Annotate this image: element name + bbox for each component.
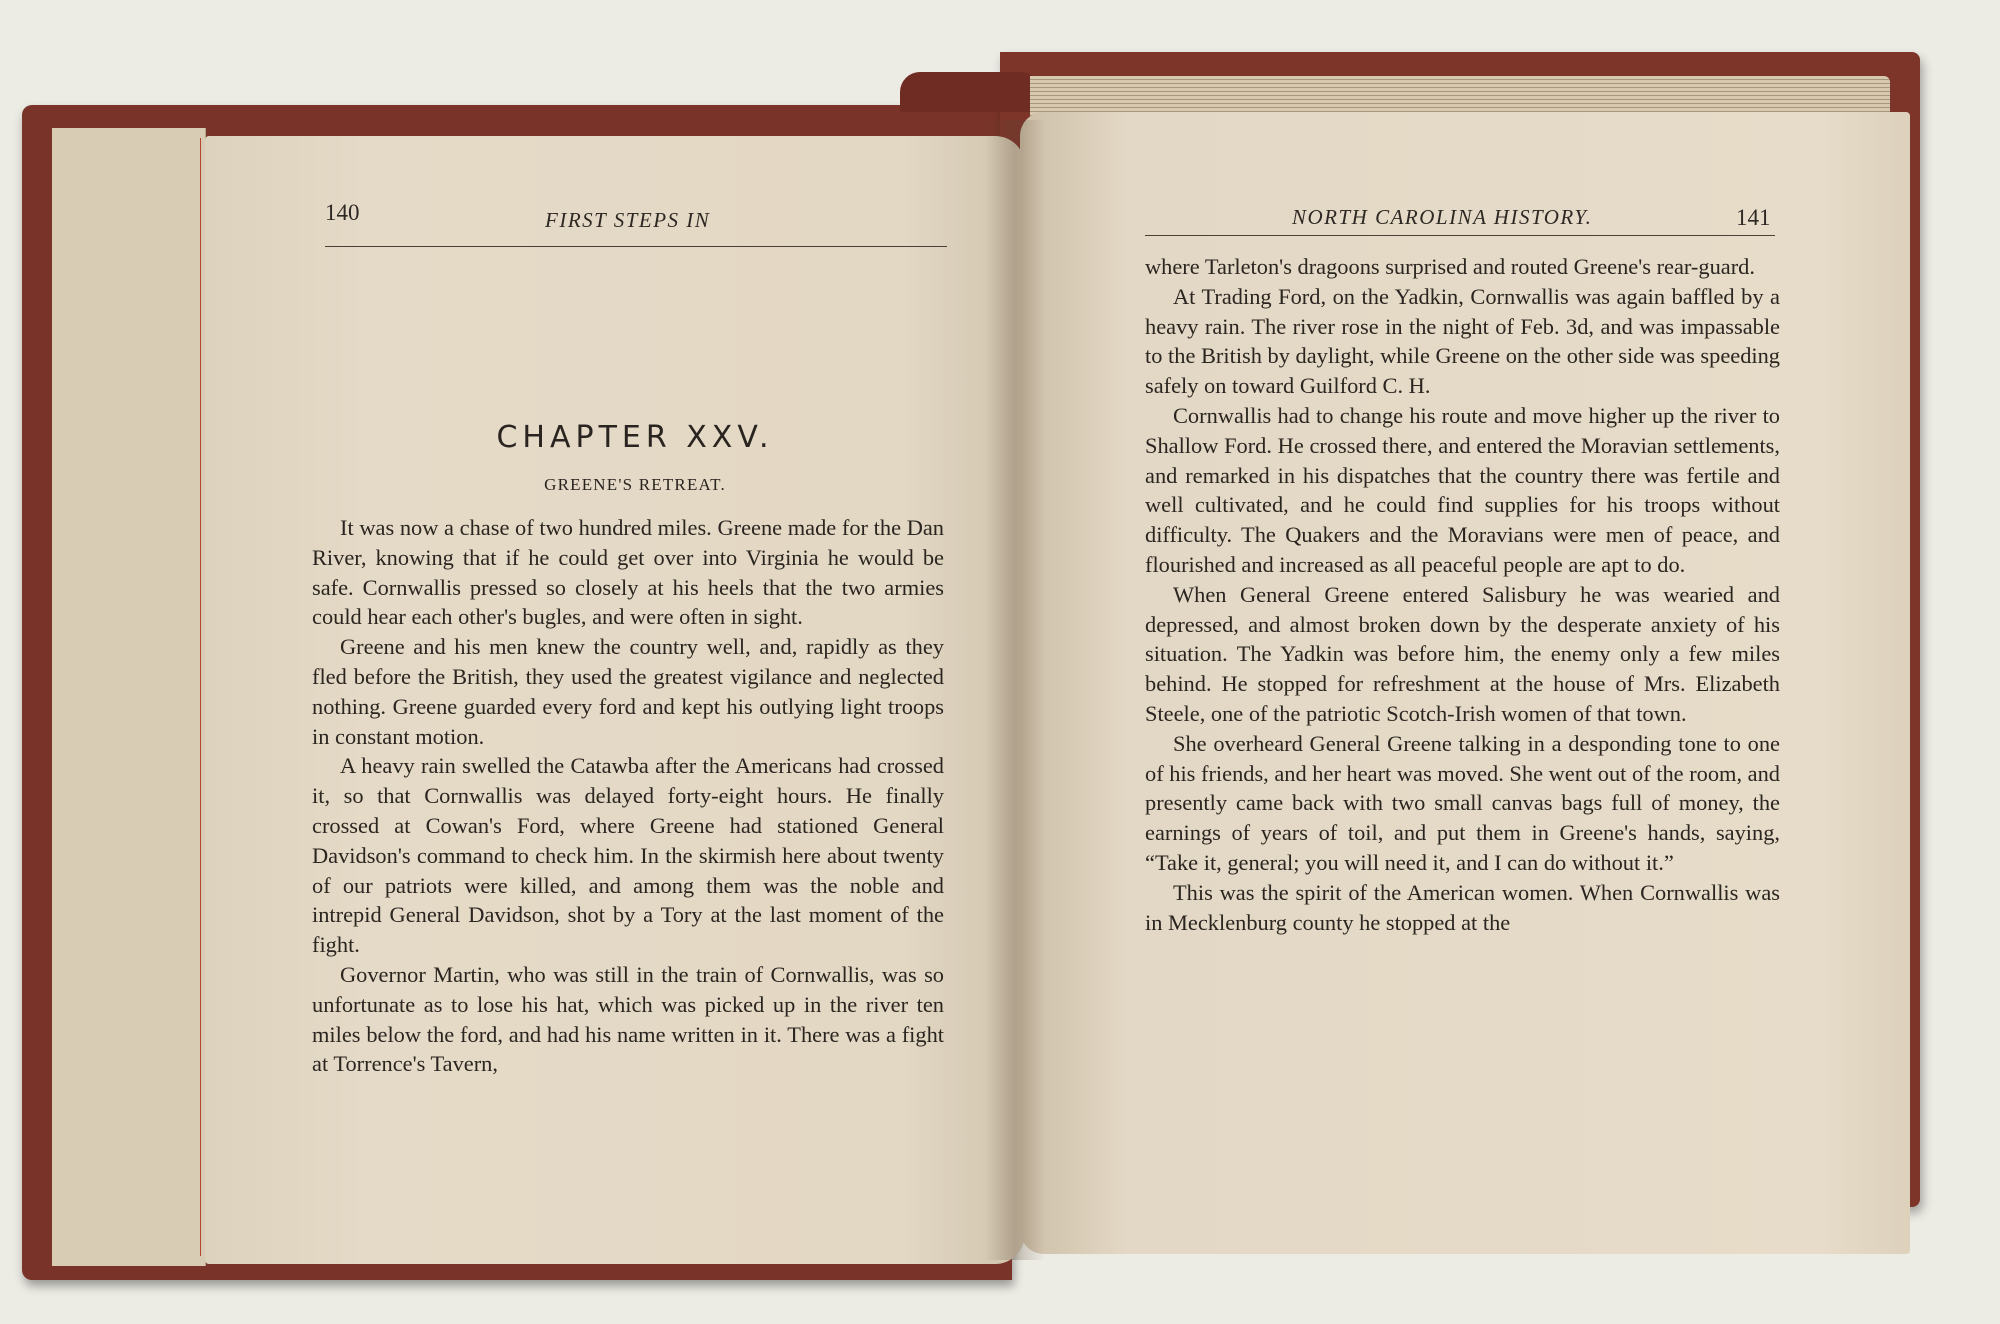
paragraph: It was now a chase of two hundred miles. Greene made for the Dan River, knowing that if he could get over into Virginia he would be safe. Cornwallis pressed so closely at his heels that the two armies could hear each other's bugles, and were often in sight. xyxy=(312,515,944,630)
left-page-border xyxy=(200,138,201,1256)
paragraph: At Trading Ford, on the Yadkin, Cornwallis was again baffled by a heavy rain. The river rose in the night of Feb. 3d, and was impassable to the British by daylight, while Greene on the other side was speeding safely on toward Guilford C. H. xyxy=(1145,283,1780,399)
paragraph-continued: where Tarleton's dragoons surprised and routed Greene's rear-guard. xyxy=(1145,254,1755,279)
paragraph: She overheard General Greene talking in a desponding tone to one of his friends, and her heart was moved. She went out of the room, and presently came back with two small canvas bags full of money, the earnings of years of toil, and put them in Greene's hands, saying, “Take it, general; you will need it, and I can do without it.” xyxy=(1145,730,1780,875)
header-rule-right xyxy=(1145,235,1775,236)
chapter-title: CHAPTER XXV. xyxy=(496,420,774,455)
paragraph: A heavy rain swelled the Catawba after the Americans had crossed it, so that Cornwallis was delayed forty-eight hours. He finally crossed at Cowan's Ford, where Greene had stationed General Davidson's command to check him. In the skirmish here about twenty of our patriots were killed, and among them was the noble and intrepid General Davidson, shot by a Tory at the last moment of the fight. xyxy=(312,753,944,958)
right-page-body xyxy=(1145,252,1780,937)
paragraph: Governor Martin, who was still in the train of Cornwallis, was so unfortunate as to lose his hat, which was picked up in the river ten miles below the ford, and had his name written in it. There was a fight at Torrence's Tavern, xyxy=(312,961,944,1077)
paragraph: When General Greene entered Salisbury he was wearied and depressed, and almost broken down by the desperate anxiety of his situation. The Yadkin was before him, the enemy only a few miles behind. He stopped for refreshment at the house of Mrs. Elizabeth Steele, one of the patriotic Scotch-Irish women of that town. xyxy=(1145,581,1780,726)
running-title-right: NORTH CAROLINA HISTORY. xyxy=(1292,205,1593,229)
running-title-left: FIRST STEPS IN xyxy=(545,208,711,232)
header-rule-left xyxy=(325,246,947,247)
paragraph: Greene and his men knew the country well, and, rapidly as they fled before the British, they used the greatest vigilance and neglected nothing. Greene guarded every ford and kept his outlying light troops in constant motion. xyxy=(312,634,944,749)
page-number-left: 140 xyxy=(325,200,360,225)
left-page-body xyxy=(312,513,944,1079)
paragraph: Cornwallis had to change his route and move higher up the river to Shallow Ford. He crossed there, and entered the Moravian settlements, and remarked in his dispatches that the country there was fertile and well cultivated, and he could find supplies for his troops without difficulty. The Quakers and the Moravians were men of peace, and flourished and increased as all peaceful people are apt to do. xyxy=(1145,402,1780,577)
left-page-edge xyxy=(122,128,153,1266)
chapter-subtitle: GREENE'S RETREAT. xyxy=(544,475,726,494)
paragraph: This was the spirit of the American women. When Cornwallis was in Mecklenburg county he stopped at the xyxy=(1145,879,1780,935)
left-page-edge xyxy=(152,128,206,1266)
book-gutter xyxy=(985,120,1045,1260)
left-page-edge xyxy=(52,128,93,1266)
book-spine xyxy=(900,72,1040,112)
left-page-edge xyxy=(92,128,123,1266)
page-number-right: 141 xyxy=(1736,205,1771,230)
